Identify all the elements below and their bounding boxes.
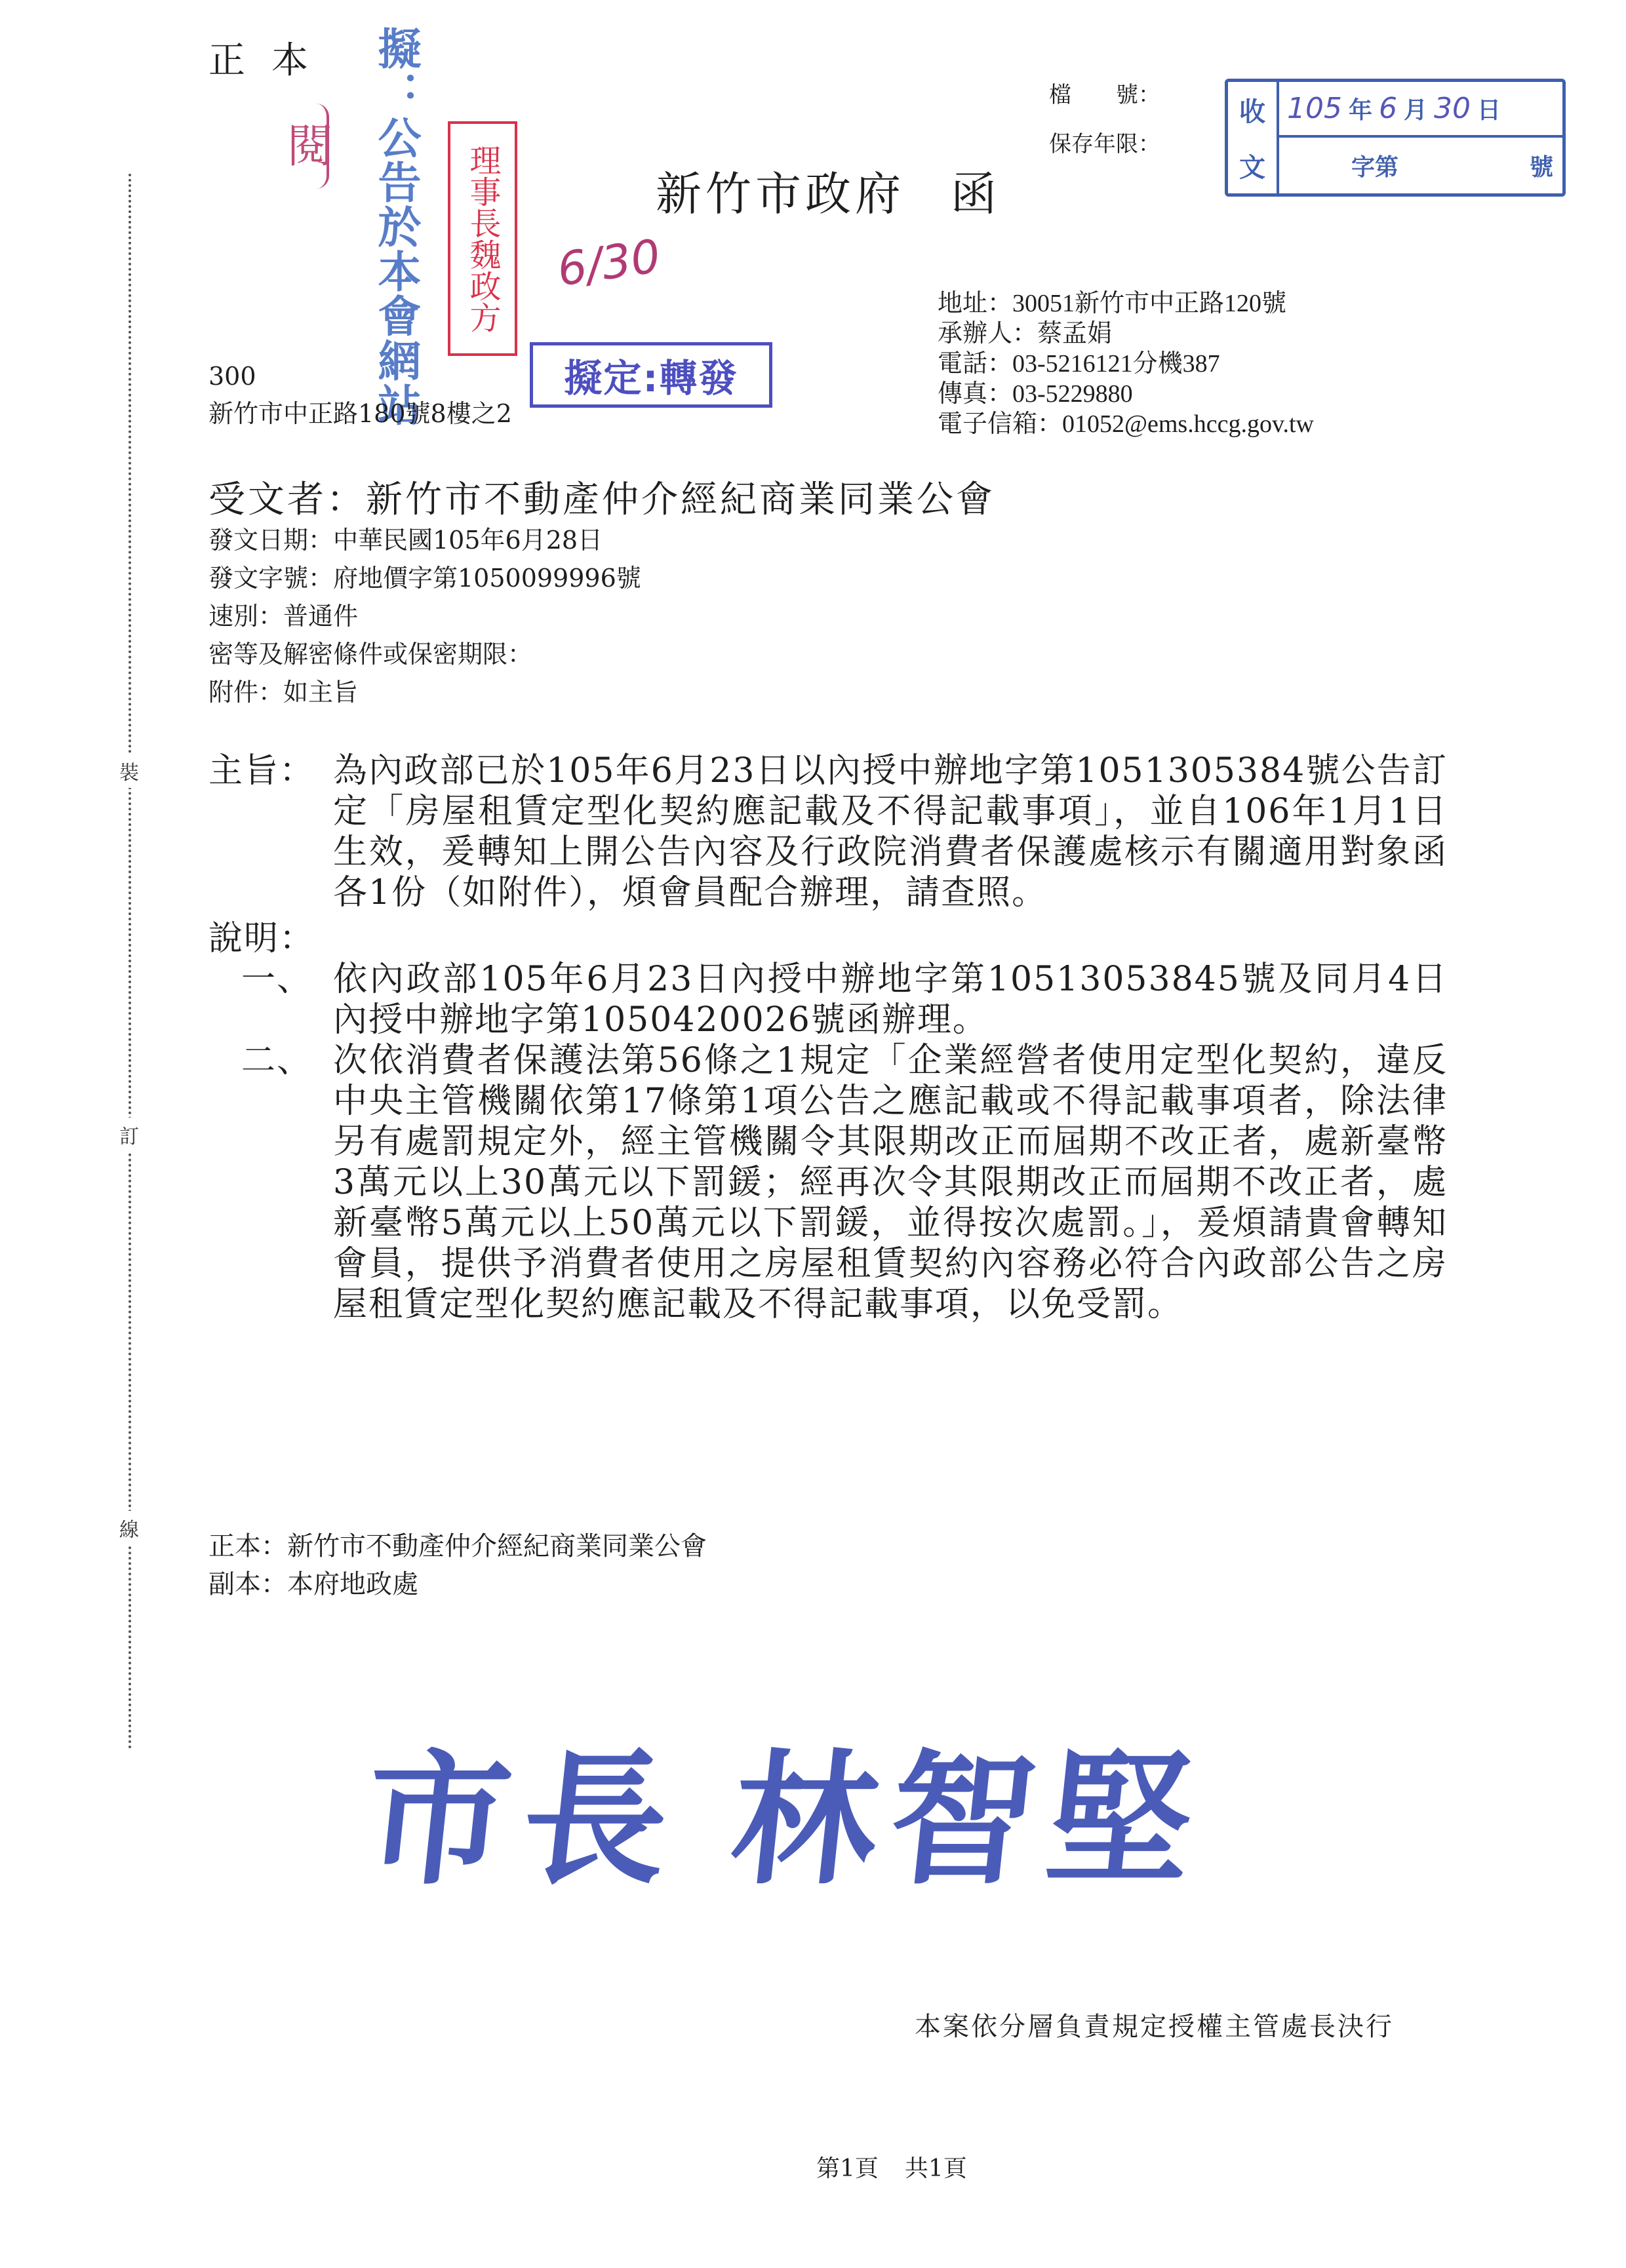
- binding-mark-xian: 線: [119, 1511, 139, 1545]
- document-number: 發文字號：府地價字第1050099996號: [208, 564, 641, 593]
- receipt-date-row: [1279, 82, 1562, 138]
- receipt-number-row: [1279, 138, 1562, 193]
- receipt-year-label: 年: [1348, 97, 1372, 124]
- receipt-year: 105: [1287, 92, 1342, 125]
- file-number-row: [1049, 71, 1160, 120]
- binding-mark-zhuang: 裝: [119, 754, 139, 788]
- explanation-item: [241, 959, 1467, 1040]
- total-pages: 共1頁: [904, 2155, 967, 2182]
- signature-title: 市長: [357, 1734, 690, 1904]
- subject-section: [208, 751, 1467, 913]
- contact-phone: 電話：03-5216121分機387: [938, 350, 1220, 378]
- issuing-agency: 新竹市政府: [656, 167, 905, 221]
- issue-date: 發文日期：中華民國105年6月28日: [208, 526, 603, 555]
- letter-body: [208, 751, 1467, 1325]
- document-metadata: [208, 521, 641, 711]
- receipt-month: 6: [1379, 92, 1397, 125]
- contact-email: 電子信箱：01052@ems.hccg.gov.tw: [938, 410, 1314, 438]
- handwritten-date-note: 6/30: [554, 229, 664, 297]
- receipt-number-label: 號: [1529, 154, 1553, 181]
- item-text: 依內政部105年6月23日內授中辦地字第10513053845號及同月4日內授中辦地字第1050420026號函辦理。: [333, 960, 1448, 1040]
- item-number: 二、: [241, 1041, 313, 1080]
- contact-block: [938, 288, 1314, 439]
- document-title: [656, 157, 1001, 224]
- file-info-block: [1049, 71, 1160, 169]
- chairman-seal-stamp: [448, 121, 517, 356]
- forward-decision-stamp: 擬定:轉發: [530, 342, 772, 408]
- receipt-month-label: 月: [1404, 97, 1428, 124]
- mayor-signature-seal: [356, 1704, 1217, 1911]
- attachment-note: 附件：如主旨: [208, 678, 359, 707]
- contact-handler: 承辦人：蔡孟娟: [938, 320, 1113, 347]
- receipt-side-bottom: 文: [1239, 153, 1265, 183]
- retention-row: [1049, 120, 1160, 169]
- binding-mark-ding: 訂: [119, 1118, 139, 1152]
- recipient-mailing-address: 新竹市中正路180號8樓之2: [208, 399, 512, 428]
- document-kind: 函: [951, 167, 1001, 221]
- explanation-label: 說明：: [208, 919, 315, 958]
- signature-name: 林智堅: [724, 1734, 1214, 1904]
- item-number: 一、: [241, 960, 313, 999]
- contact-address: 地址：30051新竹市中正路120號: [938, 290, 1287, 317]
- current-page: 第1頁: [816, 2155, 879, 2182]
- delegation-note: 本案依分層負責規定授權主管處長決行: [915, 2012, 1394, 2042]
- delivery-speed: 速別：普通件: [208, 602, 359, 631]
- handwritten-vertical-note: 擬：公告於本會網站: [370, 26, 421, 427]
- distribution-list: [208, 1527, 707, 1603]
- subject-label: 主旨：: [208, 751, 315, 791]
- recipient-line: 受文者：新竹市不動產仲介經紀商業同業公會: [208, 479, 995, 521]
- item-text: 次依消費者保護法第56條之1規定「企業經營者使用定型化契約，違反中央主管機關依第17條第1項公告之應記載或不得記載事項者，除法律另有處罰規定外，經主管機關令其限期改正而屆期不改正者，處新臺幣3萬元以上30萬元以下罰鍰；經再次令其限期改正而屆期不改正者，處新臺幣5萬元以上50萬元以下罰鍰，並得按次處罰。」，爰煩請貴會轉知會員，提供予消費者使用之房屋租賃契約內容務必符合內政部公告之房屋租賃定型化契約應記載及不得記載事項，以免受罰。: [333, 1041, 1448, 1324]
- read-handwritten-mark: 閱: [287, 104, 329, 189]
- original-recipient: 正本：新竹市不動產仲介經紀商業同業公會: [208, 1531, 707, 1561]
- copy-recipient: 副本：本府地政處: [208, 1569, 418, 1599]
- contact-fax: 傳真：03-5229880: [938, 380, 1133, 408]
- confidentiality-level: 密等及解密條件或保密期限：: [208, 640, 533, 669]
- chairman-seal-text: 理事長魏政方: [464, 144, 501, 333]
- receipt-word-label: 字第: [1351, 154, 1399, 181]
- receipt-stamp: [1225, 79, 1566, 197]
- receipt-day-label: 日: [1477, 97, 1501, 124]
- recipient-zip-code: 300: [208, 362, 256, 391]
- receipt-day: 30: [1434, 92, 1471, 125]
- file-number-label: 檔 號：: [1049, 82, 1160, 108]
- receipt-stamp-side: [1228, 82, 1279, 193]
- subject-text: 為內政部已於105年6月23日以內授中辦地字第1051305384號公告訂定「房屋租賃定型化契約應記載及不得記載事項」，並自106年1月1日生效，爰轉知上開公告內容及行政院消費者保護處核示有關適用對象函各1份（如附件），煩會員配合辦理，請查照。: [333, 751, 1448, 912]
- retention-label: 保存年限：: [1049, 131, 1160, 157]
- explanation-item: [241, 1040, 1467, 1325]
- original-copy-mark: 正本: [208, 39, 334, 82]
- receipt-side-top: 收: [1239, 97, 1265, 127]
- page-number: [816, 2150, 967, 2183]
